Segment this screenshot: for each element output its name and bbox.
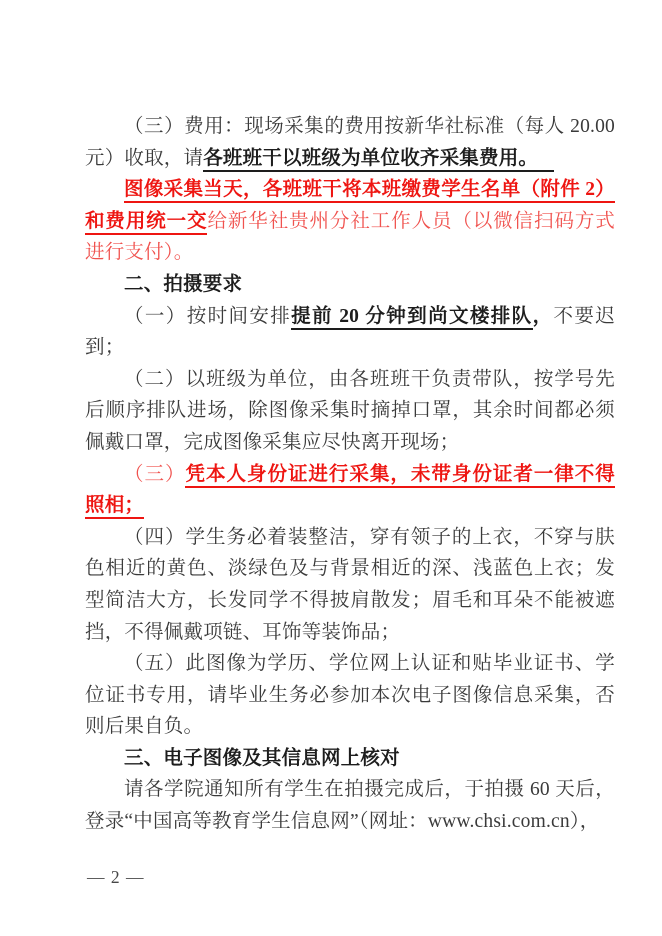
text-run-red-bold-underline: 凭本人身份证进行采集，未带身份证者一律不得照相；	[85, 464, 615, 520]
section-heading-online-check: 三、电子图像及其信息网上核对	[124, 746, 400, 769]
text-run: （三）费用：现场采集的费用按新华社标准（每人 20.00 元）收取，请	[85, 116, 615, 169]
text-run-red: 给新华社贵州分社工作人员（以微信扫码方式进行支付）。	[85, 210, 615, 264]
text-run-red-bold-underline: 图像采集当天，各班班干将本班缴费学生名单（附件 2）和费用统一交	[85, 179, 615, 235]
section-heading-shooting-requirements: 二、拍摄要求	[124, 272, 243, 295]
paragraph-item-id-card	[85, 459, 615, 522]
text-run: （一）按时间安排	[124, 305, 292, 327]
paragraph-fee	[85, 111, 615, 174]
paragraph-online-check: 请各学院通知所有学生在拍摄完成后，于拍摄 60 天后，登录“中国高等教育学生信息网”（网址：www.chsi.com.cn），	[85, 779, 615, 833]
document-body	[85, 111, 615, 838]
text-run-bold-underline: 各班班干以班级为单位收齐采集费用。	[203, 148, 554, 172]
paragraph-payment-notice	[85, 174, 615, 269]
text-run-bold-underline: 提前 20 分钟到尚文楼排队	[291, 306, 532, 330]
text-run: 不要迟到；	[85, 305, 615, 359]
page-number: — 2 —	[87, 867, 145, 887]
paragraph-item-dress-code: （四）学生务必着装整洁，穿有领子的上衣，不穿与肤色相近的黄色、淡绿色及与背景相近的深、浅蓝色上衣；发型简洁大方，长发同学不得披肩散发；眉毛和耳朵不能被遮挡，不得佩戴项链、耳饰等装饰品；	[85, 526, 615, 643]
text-run-bold: ，	[532, 305, 554, 327]
text-run-red: （三）	[124, 463, 186, 485]
paragraph-item-arrival	[85, 301, 615, 364]
paragraph-item-queue: （二）以班级为单位，由各班班干负责带队，按学号先后顺序排队进场，除图像采集时摘掉口罩，其余时间都必须佩戴口罩，完成图像采集应尽快离开现场；	[85, 368, 615, 453]
paragraph-item-image-usage: （五）此图像为学历、学位网上认证和贴毕业证书、学位证书专用，请毕业生务必参加本次电子图像信息采集，否则后果自负。	[85, 653, 615, 738]
